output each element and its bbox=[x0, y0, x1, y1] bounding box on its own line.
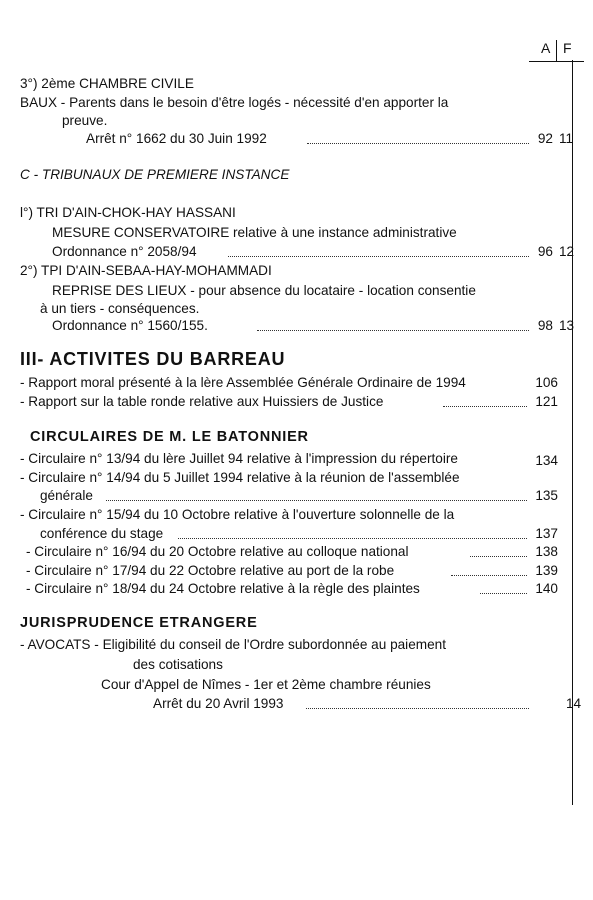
page-a: 92 bbox=[537, 131, 553, 146]
page-a: 106 bbox=[535, 375, 558, 390]
tribunal-title: l°) TRI D'AIN-CHOK-HAY HASSANI bbox=[20, 205, 236, 220]
entry-line: - Circulaire n° 14/94 du 5 Juillet 1994 relative à la réunion de l'assemblée bbox=[20, 470, 460, 485]
dot-leader bbox=[480, 593, 527, 594]
entry-line: REPRISE DES LIEUX - pour absence du locataire - location consentie bbox=[52, 283, 476, 298]
page-a: 138 bbox=[535, 544, 558, 559]
dot-leader bbox=[106, 500, 527, 501]
column-header-a: A bbox=[541, 40, 551, 56]
column-header-f: F bbox=[563, 40, 572, 56]
chambre-title: 3°) 2ème CHAMBRE CIVILE bbox=[20, 76, 194, 91]
entry-line: BAUX - Parents dans le besoin d'être logés - nécessité d'en apporter la bbox=[20, 95, 449, 110]
entry-line: - Rapport moral présenté à la lère Assemblée Générale Ordinaire de 1994 bbox=[20, 375, 466, 390]
dot-leader bbox=[178, 538, 527, 539]
page-a: 140 bbox=[535, 581, 558, 596]
dot-leader bbox=[257, 330, 529, 331]
dot-leader bbox=[228, 256, 529, 257]
entry-line: des cotisations bbox=[133, 657, 223, 672]
dot-leader bbox=[470, 556, 527, 557]
page-a: 134 bbox=[535, 453, 558, 468]
page-a: 98 bbox=[537, 318, 553, 333]
jurisprudence-title: JURISPRUDENCE ETRANGERE bbox=[20, 615, 258, 631]
tribunal-title: 2°) TPI D'AIN-SEBAA-HAY-MOHAMMADI bbox=[20, 263, 272, 278]
entry-line: - Circulaire n° 18/94 du 24 Octobre relative à la règle des plaintes bbox=[26, 581, 420, 596]
circulaires-title: CIRCULAIRES DE M. LE BATONNIER bbox=[30, 429, 309, 445]
dot-leader bbox=[306, 708, 529, 709]
entry-line: - Circulaire n° 16/94 du 20 Octobre relative au colloque national bbox=[26, 544, 409, 559]
dot-leader bbox=[451, 575, 527, 576]
entry-line: générale bbox=[40, 488, 93, 503]
page-a: 121 bbox=[535, 394, 558, 409]
court-name: Cour d'Appel de Nîmes - 1er et 2ème chambre réunies bbox=[101, 677, 431, 692]
page-a: 96 bbox=[537, 244, 553, 259]
entry-reference: Ordonnance n° 1560/155. bbox=[52, 318, 208, 333]
page-f: 12 bbox=[559, 244, 575, 259]
entry-line: à un tiers - conséquences. bbox=[40, 301, 200, 316]
entry-reference: Ordonnance n° 2058/94 bbox=[52, 244, 197, 259]
dot-leader bbox=[307, 143, 529, 144]
entry-line: conférence du stage bbox=[40, 526, 164, 541]
section-title-c: C - TRIBUNAUX DE PREMIERE INSTANCE bbox=[20, 167, 290, 182]
page-f: 13 bbox=[559, 318, 575, 333]
entry-line: - AVOCATS - Eligibilité du conseil de l'Ordre subordonnée au paiement bbox=[20, 637, 446, 652]
right-margin-rule bbox=[572, 60, 573, 805]
page-f: 14 bbox=[566, 696, 582, 711]
entry-line: - Rapport sur la table ronde relative aux Huissiers de Justice bbox=[20, 394, 384, 409]
page-a: 137 bbox=[535, 526, 558, 541]
entry-reference: Arrêt du 20 Avril 1993 bbox=[153, 696, 284, 711]
entry-line: MESURE CONSERVATOIRE relative à une instance administrative bbox=[52, 225, 457, 240]
page-f: 11 bbox=[559, 131, 574, 146]
page-a: 135 bbox=[535, 488, 558, 503]
entry-line: - Circulaire n° 13/94 du lère Juillet 94 relative à l'impression du répertoire bbox=[20, 451, 458, 466]
column-divider bbox=[556, 40, 557, 62]
section-title-iii: III- ACTIVITES DU BARREAU bbox=[20, 349, 286, 369]
entry-line: preuve. bbox=[62, 113, 108, 128]
entry-line: - Circulaire n° 17/94 du 22 Octobre relative au port de la robe bbox=[26, 563, 395, 578]
entry-line: - Circulaire n° 15/94 du 10 Octobre relative à l'ouverture solonnelle de la bbox=[20, 507, 455, 522]
dot-leader bbox=[443, 406, 527, 407]
page-a: 139 bbox=[535, 563, 558, 578]
entry-reference: Arrêt n° 1662 du 30 Juin 1992 bbox=[86, 131, 267, 146]
